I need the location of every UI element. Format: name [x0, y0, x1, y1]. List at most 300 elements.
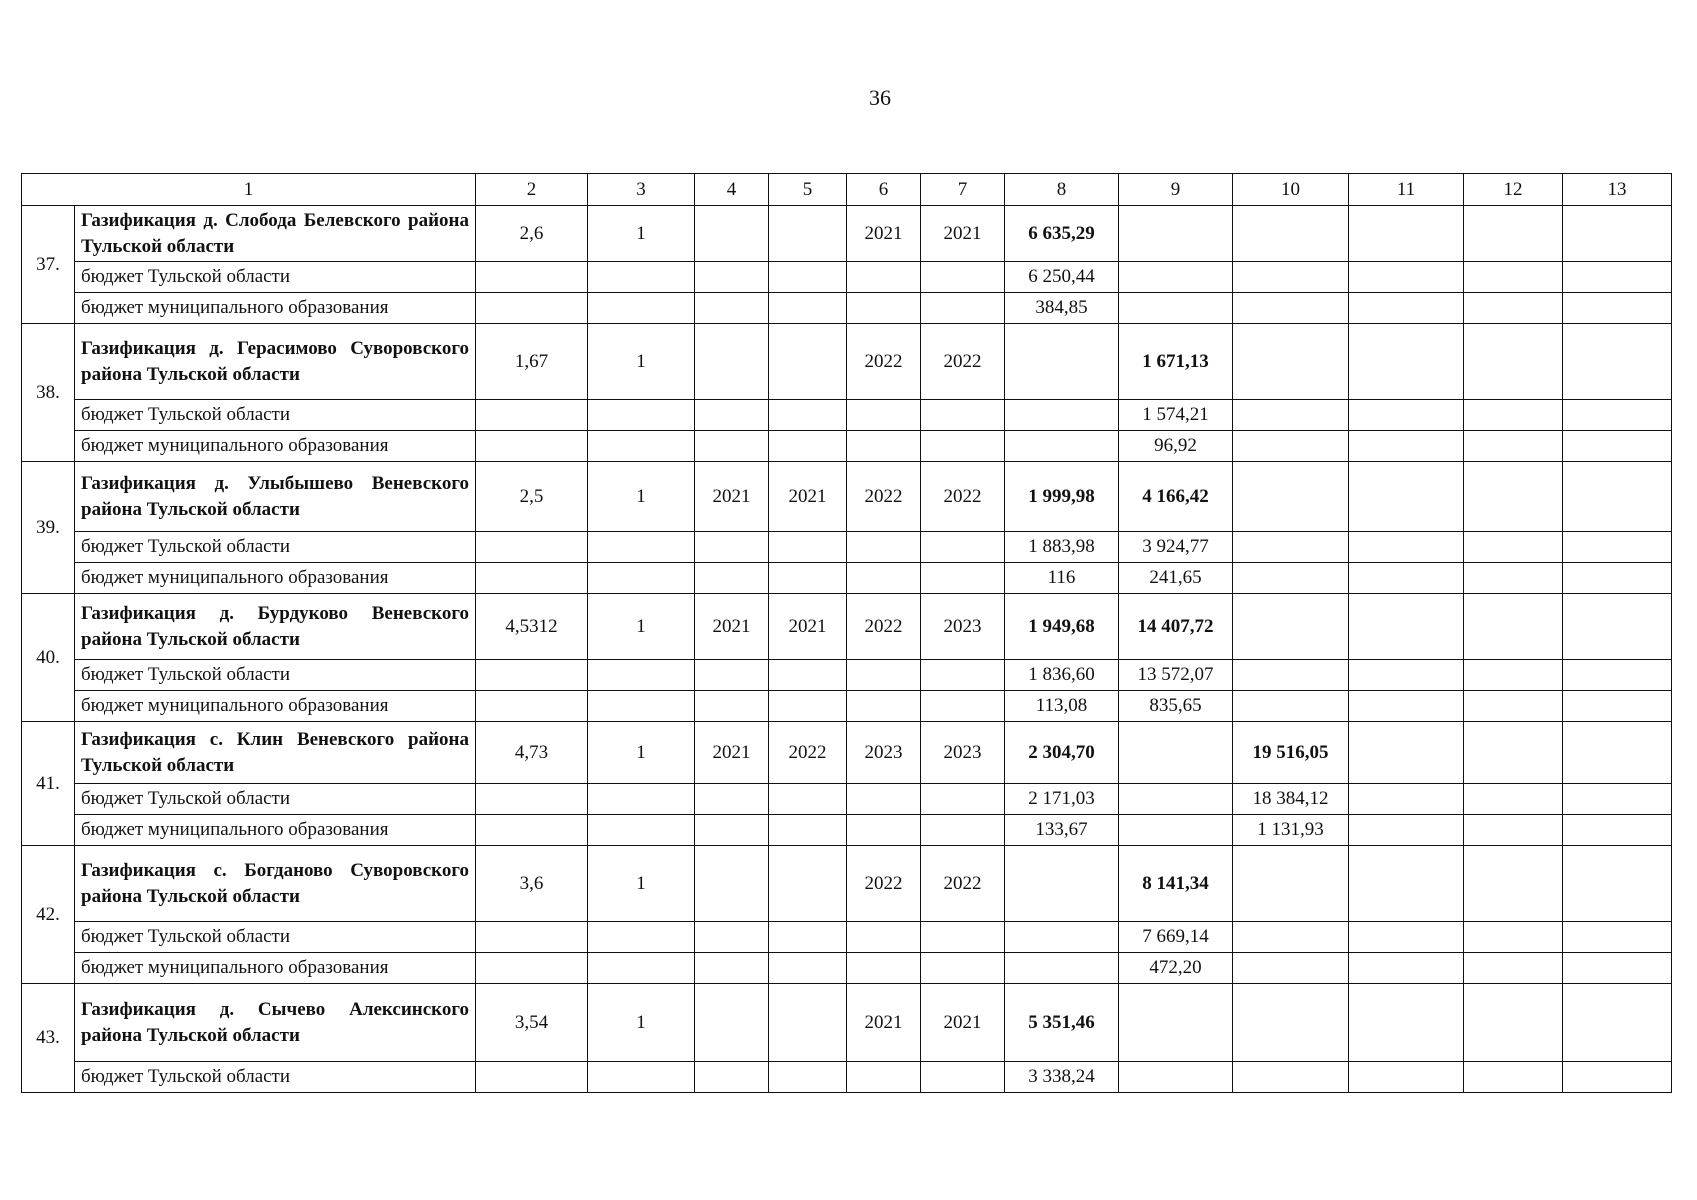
- value-cell: 1 999,98: [1005, 462, 1119, 532]
- value-cell: [847, 953, 921, 984]
- value-cell: [1349, 784, 1464, 815]
- project-index: 38.: [22, 324, 75, 462]
- value-cell: 1: [588, 324, 695, 400]
- value-cell: 113,08: [1005, 691, 1119, 722]
- value-cell: [921, 431, 1005, 462]
- value-cell: [588, 293, 695, 324]
- value-cell: 2,5: [476, 462, 588, 532]
- value-cell: 13 572,07: [1119, 660, 1233, 691]
- project-row: [22, 324, 1672, 400]
- value-cell: [1464, 594, 1563, 660]
- value-cell: 2022: [921, 462, 1005, 532]
- value-cell: [1005, 922, 1119, 953]
- value-cell: [476, 262, 588, 293]
- project-row: [22, 984, 1672, 1062]
- value-cell: [847, 660, 921, 691]
- funding-row: [22, 293, 1672, 324]
- project-name: Газификация д. Бурдуково Веневского района Тульской области: [75, 594, 476, 660]
- value-cell: [1563, 293, 1672, 324]
- value-cell: 133,67: [1005, 815, 1119, 846]
- value-cell: [1563, 462, 1672, 532]
- value-cell: 2022: [847, 324, 921, 400]
- value-cell: [1563, 1062, 1672, 1093]
- value-cell: [695, 324, 769, 400]
- funding-source: бюджет муниципального образования: [75, 431, 476, 462]
- value-cell: [1233, 691, 1349, 722]
- funding-source: бюджет муниципального образования: [75, 293, 476, 324]
- header-cell: 12: [1464, 174, 1563, 206]
- value-cell: [1464, 293, 1563, 324]
- value-cell: [1233, 431, 1349, 462]
- value-cell: 2023: [921, 594, 1005, 660]
- value-cell: 14 407,72: [1119, 594, 1233, 660]
- header-cell: 3: [588, 174, 695, 206]
- value-cell: [695, 400, 769, 431]
- value-cell: [1563, 691, 1672, 722]
- value-cell: 3 338,24: [1005, 1062, 1119, 1093]
- value-cell: [1349, 660, 1464, 691]
- value-cell: [921, 563, 1005, 594]
- value-cell: 2021: [921, 984, 1005, 1062]
- value-cell: [1119, 815, 1233, 846]
- value-cell: [1563, 594, 1672, 660]
- value-cell: [769, 400, 847, 431]
- funding-row: [22, 262, 1672, 293]
- header-cell: 13: [1563, 174, 1672, 206]
- value-cell: [588, 953, 695, 984]
- value-cell: [921, 815, 1005, 846]
- value-cell: 2021: [847, 984, 921, 1062]
- value-cell: 2021: [769, 462, 847, 532]
- funding-row: [22, 563, 1672, 594]
- value-cell: [1349, 815, 1464, 846]
- value-cell: [1563, 784, 1672, 815]
- value-cell: 1: [588, 722, 695, 784]
- value-cell: [476, 691, 588, 722]
- value-cell: [1464, 722, 1563, 784]
- value-cell: 3 924,77: [1119, 532, 1233, 563]
- value-cell: [769, 563, 847, 594]
- value-cell: [847, 431, 921, 462]
- project-row: [22, 462, 1672, 532]
- value-cell: [1005, 324, 1119, 400]
- value-cell: 1 574,21: [1119, 400, 1233, 431]
- value-cell: [476, 563, 588, 594]
- value-cell: [921, 293, 1005, 324]
- value-cell: [1005, 400, 1119, 431]
- value-cell: [1464, 462, 1563, 532]
- page-number: 36: [869, 85, 891, 110]
- funding-row: [22, 784, 1672, 815]
- value-cell: [1349, 400, 1464, 431]
- value-cell: [1233, 953, 1349, 984]
- value-cell: [847, 262, 921, 293]
- project-name: Газификация д. Слобода Белевского района Тульской области: [75, 206, 476, 262]
- value-cell: 2022: [847, 846, 921, 922]
- value-cell: 1: [588, 594, 695, 660]
- funding-source: бюджет муниципального образования: [75, 815, 476, 846]
- value-cell: [1233, 324, 1349, 400]
- value-cell: [476, 953, 588, 984]
- value-cell: [695, 984, 769, 1062]
- funding-source: бюджет муниципального образования: [75, 691, 476, 722]
- project-index: 41.: [22, 722, 75, 846]
- value-cell: [1233, 984, 1349, 1062]
- value-cell: [1464, 206, 1563, 262]
- funding-source: бюджет Тульской области: [75, 532, 476, 563]
- value-cell: [1563, 660, 1672, 691]
- value-cell: 2 171,03: [1005, 784, 1119, 815]
- value-cell: [1464, 815, 1563, 846]
- value-cell: 2022: [921, 324, 1005, 400]
- value-cell: [1464, 984, 1563, 1062]
- value-cell: [1464, 691, 1563, 722]
- value-cell: [769, 984, 847, 1062]
- value-cell: [588, 815, 695, 846]
- value-cell: [1119, 262, 1233, 293]
- header-cell: 4: [695, 174, 769, 206]
- value-cell: [1349, 922, 1464, 953]
- funding-row: [22, 431, 1672, 462]
- value-cell: [847, 400, 921, 431]
- value-cell: [1464, 563, 1563, 594]
- value-cell: [1005, 846, 1119, 922]
- value-cell: 1: [588, 984, 695, 1062]
- value-cell: [769, 922, 847, 953]
- project-row: [22, 722, 1672, 784]
- value-cell: [695, 784, 769, 815]
- value-cell: [847, 563, 921, 594]
- value-cell: [1464, 400, 1563, 431]
- header-cell: 10: [1233, 174, 1349, 206]
- value-cell: [1464, 784, 1563, 815]
- value-cell: [1349, 984, 1464, 1062]
- value-cell: [1563, 532, 1672, 563]
- value-cell: 241,65: [1119, 563, 1233, 594]
- value-cell: [1233, 262, 1349, 293]
- project-name: Газификация д. Герасимово Суворовского района Тульской области: [75, 324, 476, 400]
- value-cell: [695, 532, 769, 563]
- value-cell: [476, 293, 588, 324]
- funding-source: бюджет Тульской области: [75, 262, 476, 293]
- value-cell: [695, 953, 769, 984]
- value-cell: [1563, 984, 1672, 1062]
- value-cell: [695, 1062, 769, 1093]
- value-cell: [695, 846, 769, 922]
- value-cell: 5 351,46: [1005, 984, 1119, 1062]
- value-cell: 2021: [695, 594, 769, 660]
- value-cell: [1563, 206, 1672, 262]
- header-cell: 6: [847, 174, 921, 206]
- value-cell: 96,92: [1119, 431, 1233, 462]
- project-name: Газификация д. Улыбышево Веневского района Тульской области: [75, 462, 476, 532]
- value-cell: [588, 922, 695, 953]
- value-cell: [588, 1062, 695, 1093]
- value-cell: [921, 953, 1005, 984]
- value-cell: 384,85: [1005, 293, 1119, 324]
- value-cell: 1 836,60: [1005, 660, 1119, 691]
- funding-row: [22, 1062, 1672, 1093]
- funding-source: бюджет муниципального образования: [75, 953, 476, 984]
- value-cell: [695, 206, 769, 262]
- value-cell: [1464, 922, 1563, 953]
- funding-row: [22, 532, 1672, 563]
- value-cell: [847, 1062, 921, 1093]
- project-row: [22, 206, 1672, 262]
- value-cell: [695, 815, 769, 846]
- project-name: Газификация с. Клин Веневского района Тульской области: [75, 722, 476, 784]
- value-cell: [769, 846, 847, 922]
- value-cell: [1349, 262, 1464, 293]
- value-cell: [769, 532, 847, 563]
- value-cell: [1233, 400, 1349, 431]
- value-cell: [769, 324, 847, 400]
- project-index: 42.: [22, 846, 75, 984]
- value-cell: [1119, 784, 1233, 815]
- value-cell: [476, 922, 588, 953]
- value-cell: [695, 262, 769, 293]
- value-cell: [1233, 594, 1349, 660]
- value-cell: [769, 206, 847, 262]
- value-cell: 2021: [847, 206, 921, 262]
- value-cell: [921, 262, 1005, 293]
- value-cell: [1349, 563, 1464, 594]
- value-cell: [847, 293, 921, 324]
- value-cell: [476, 660, 588, 691]
- value-cell: 1 883,98: [1005, 532, 1119, 563]
- value-cell: [847, 815, 921, 846]
- value-cell: [588, 532, 695, 563]
- value-cell: [476, 1062, 588, 1093]
- value-cell: [1464, 1062, 1563, 1093]
- value-cell: [1563, 815, 1672, 846]
- value-cell: 2021: [769, 594, 847, 660]
- value-cell: [847, 691, 921, 722]
- value-cell: 6 250,44: [1005, 262, 1119, 293]
- value-cell: [476, 784, 588, 815]
- value-cell: 1: [588, 462, 695, 532]
- value-cell: [1349, 462, 1464, 532]
- value-cell: [1464, 431, 1563, 462]
- value-cell: [769, 660, 847, 691]
- value-cell: 8 141,34: [1119, 846, 1233, 922]
- value-cell: [695, 660, 769, 691]
- value-cell: [695, 293, 769, 324]
- value-cell: 7 669,14: [1119, 922, 1233, 953]
- value-cell: [1233, 1062, 1349, 1093]
- value-cell: 2022: [921, 846, 1005, 922]
- project-name: Газификация д. Сычево Алексинского района Тульской области: [75, 984, 476, 1062]
- value-cell: [1349, 594, 1464, 660]
- value-cell: 2021: [695, 462, 769, 532]
- value-cell: [769, 815, 847, 846]
- value-cell: [476, 815, 588, 846]
- funding-source: бюджет Тульской области: [75, 784, 476, 815]
- value-cell: [1563, 431, 1672, 462]
- value-cell: [695, 431, 769, 462]
- value-cell: [1563, 262, 1672, 293]
- project-index: 37.: [22, 206, 75, 324]
- value-cell: [1233, 532, 1349, 563]
- value-cell: [1349, 431, 1464, 462]
- value-cell: [1349, 722, 1464, 784]
- header-cell: 8: [1005, 174, 1119, 206]
- funding-source: бюджет муниципального образования: [75, 563, 476, 594]
- value-cell: [1464, 846, 1563, 922]
- value-cell: 4,5312: [476, 594, 588, 660]
- value-cell: [1349, 324, 1464, 400]
- value-cell: [921, 691, 1005, 722]
- value-cell: [1349, 532, 1464, 563]
- funding-source: бюджет Тульской области: [75, 922, 476, 953]
- value-cell: [1005, 431, 1119, 462]
- value-cell: 4 166,42: [1119, 462, 1233, 532]
- value-cell: 3,54: [476, 984, 588, 1062]
- header-cell: 5: [769, 174, 847, 206]
- value-cell: [847, 784, 921, 815]
- project-index: 40.: [22, 594, 75, 722]
- value-cell: [769, 953, 847, 984]
- value-cell: 6 635,29: [1005, 206, 1119, 262]
- value-cell: [1233, 563, 1349, 594]
- value-cell: 2023: [847, 722, 921, 784]
- header-cell: 2: [476, 174, 588, 206]
- value-cell: 2022: [847, 594, 921, 660]
- value-cell: 472,20: [1119, 953, 1233, 984]
- value-cell: [1349, 293, 1464, 324]
- funding-source: бюджет Тульской области: [75, 400, 476, 431]
- value-cell: [1563, 953, 1672, 984]
- value-cell: [1563, 324, 1672, 400]
- value-cell: 1 671,13: [1119, 324, 1233, 400]
- value-cell: [1233, 293, 1349, 324]
- value-cell: [1119, 984, 1233, 1062]
- value-cell: [847, 922, 921, 953]
- project-name: Газификация с. Богданово Суворовского района Тульской области: [75, 846, 476, 922]
- value-cell: [1233, 846, 1349, 922]
- value-cell: [769, 1062, 847, 1093]
- value-cell: [588, 660, 695, 691]
- value-cell: [1233, 660, 1349, 691]
- value-cell: [1464, 953, 1563, 984]
- funding-row: [22, 400, 1672, 431]
- funding-row: [22, 691, 1672, 722]
- value-cell: [769, 431, 847, 462]
- value-cell: [476, 431, 588, 462]
- value-cell: [1563, 922, 1672, 953]
- value-cell: [588, 431, 695, 462]
- project-index: 43.: [22, 984, 75, 1093]
- value-cell: [1349, 691, 1464, 722]
- value-cell: [769, 262, 847, 293]
- value-cell: 19 516,05: [1233, 722, 1349, 784]
- value-cell: [1563, 400, 1672, 431]
- value-cell: [1233, 462, 1349, 532]
- value-cell: [588, 563, 695, 594]
- funding-source: бюджет Тульской области: [75, 660, 476, 691]
- value-cell: 835,65: [1119, 691, 1233, 722]
- value-cell: [1119, 1062, 1233, 1093]
- value-cell: [1563, 563, 1672, 594]
- value-cell: [769, 691, 847, 722]
- value-cell: 4,73: [476, 722, 588, 784]
- value-cell: [921, 784, 1005, 815]
- investment-table: [21, 173, 1672, 1093]
- value-cell: [921, 532, 1005, 563]
- value-cell: 2022: [769, 722, 847, 784]
- value-cell: [921, 660, 1005, 691]
- value-cell: [769, 784, 847, 815]
- value-cell: 2021: [921, 206, 1005, 262]
- value-cell: [1464, 660, 1563, 691]
- value-cell: 1: [588, 206, 695, 262]
- value-cell: [1349, 846, 1464, 922]
- value-cell: [921, 400, 1005, 431]
- value-cell: 2021: [695, 722, 769, 784]
- value-cell: [1119, 293, 1233, 324]
- value-cell: 2,6: [476, 206, 588, 262]
- header-cell: 11: [1349, 174, 1464, 206]
- header-cell: 1: [22, 174, 476, 206]
- value-cell: 18 384,12: [1233, 784, 1349, 815]
- value-cell: [1233, 206, 1349, 262]
- header-row: [22, 174, 1672, 206]
- value-cell: 1 131,93: [1233, 815, 1349, 846]
- value-cell: 116: [1005, 563, 1119, 594]
- value-cell: [921, 1062, 1005, 1093]
- value-cell: 2 304,70: [1005, 722, 1119, 784]
- header-cell: 9: [1119, 174, 1233, 206]
- value-cell: [1464, 324, 1563, 400]
- value-cell: [921, 922, 1005, 953]
- value-cell: [695, 563, 769, 594]
- project-row: [22, 846, 1672, 922]
- value-cell: 1: [588, 846, 695, 922]
- value-cell: [588, 400, 695, 431]
- value-cell: [1349, 1062, 1464, 1093]
- value-cell: [1563, 722, 1672, 784]
- value-cell: [1233, 922, 1349, 953]
- value-cell: [1563, 846, 1672, 922]
- funding-source: бюджет Тульской области: [75, 1062, 476, 1093]
- value-cell: 1 949,68: [1005, 594, 1119, 660]
- value-cell: [588, 691, 695, 722]
- value-cell: 2022: [847, 462, 921, 532]
- value-cell: [1119, 722, 1233, 784]
- value-cell: [1349, 953, 1464, 984]
- value-cell: 3,6: [476, 846, 588, 922]
- value-cell: [1005, 953, 1119, 984]
- value-cell: [588, 784, 695, 815]
- funding-row: [22, 660, 1672, 691]
- value-cell: [769, 293, 847, 324]
- value-cell: [476, 532, 588, 563]
- funding-row: [22, 953, 1672, 984]
- funding-row: [22, 815, 1672, 846]
- value-cell: [588, 262, 695, 293]
- value-cell: [847, 532, 921, 563]
- value-cell: [695, 691, 769, 722]
- project-index: 39.: [22, 462, 75, 594]
- value-cell: [1349, 206, 1464, 262]
- value-cell: 2023: [921, 722, 1005, 784]
- header-cell: 7: [921, 174, 1005, 206]
- value-cell: 1,67: [476, 324, 588, 400]
- funding-row: [22, 922, 1672, 953]
- project-row: [22, 594, 1672, 660]
- value-cell: [695, 922, 769, 953]
- value-cell: [476, 400, 588, 431]
